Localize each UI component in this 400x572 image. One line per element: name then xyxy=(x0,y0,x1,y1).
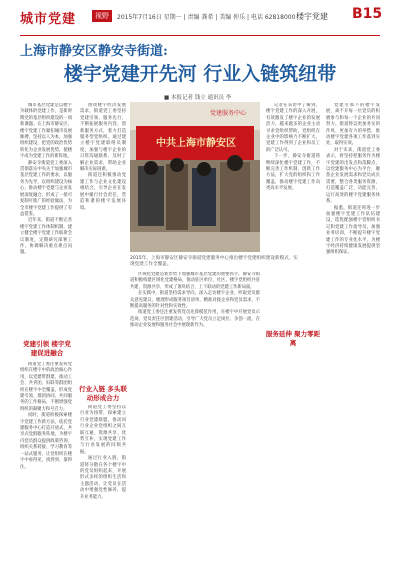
headline-main: 楼宇党建开先河 行业入链筑纽带 xyxy=(63,63,337,85)
paragraph: 街道党工委坚持以行业为纽带，探索建立行业党建联盟，推动同行业企业党组织之间互联互通、资源共享、优势互补，实现党建工作与行业发展的同频共振。 xyxy=(80,405,126,455)
paragraph: 围绕楼宇经济发展需求，街道党工委坚持党建引领、服务先行，不断拓展服务内容，创新服务方式，着力打造服务型党组织。通过建立楼宇党建联络员制度，加强与楼宇企业的日常沟通联系，及时了解企业需求，帮助企业解决实际困难。 xyxy=(80,103,126,173)
page-number: B15 xyxy=(352,6,383,22)
photo-sign-text: 党建服务中心 xyxy=(209,110,246,117)
photo-illustration xyxy=(130,102,260,252)
paragraph: 城市基层党建是以楼宇为载体的党建工作，是新时期党的基层组织建设的一项新课题。在上海市静安区，楼宇党建工作紧扣城市发展脉搏，坚持以人为本，加强组织建设，把党的政治优势转化为企业发展优势，使楼宇成为党建工作的新阵地。 xyxy=(20,103,72,160)
article-column-5 xyxy=(326,103,380,562)
article-column-2 xyxy=(80,103,126,383)
headline-kicker: 上海市静安区静安寺街道: xyxy=(20,44,168,59)
paragraph: 对于未来，街道党工委表示，将坚持把服务作为楼宇党建的出发点和落脚点，以党建服务中心为平台，聚焦企业发展需求和党员成长需要，整合各类服务资源，打造覆盖广泛、功能完善、运行高效的楼宇党建服务体系。 xyxy=(326,147,380,205)
article-column-1b xyxy=(20,362,72,562)
paragraph: 据悉，街道还将进一步加强楼宇党建工作队伍建设，选优配强楼宇党组织书记和党建工作指导员，加强业务培训，不断提升楼宇党建工作的专业化水平，为楼宇经济持续健康发展提供坚强组织保证。 xyxy=(326,205,380,256)
paragraph: 记者在采访中了解到，楼宇党建工作的深入开展，有效激发了楼宇企业的发展活力。越来越多的企业主动寻求党组织帮助，党组织在企业中的影响力不断扩大，党建工作得到了企业和员工的广泛认可。 xyxy=(266,103,320,153)
article-byline: ■ 本报记者 钱立 通讯员 李 xyxy=(164,95,232,101)
dateline: 2015年7月16日 星期一 | 责编 龚希 | 美编 仲乐 | 电话 62818000 xyxy=(117,14,296,21)
article-column-4 xyxy=(266,103,320,303)
section-tag: 视野 xyxy=(92,10,112,22)
page-masthead xyxy=(0,0,400,40)
article-headline xyxy=(20,44,380,85)
photo-banner-text: 中共上海市静安区 xyxy=(156,138,236,149)
paragraph: 街道还积极推动党建工作与企业文化建设相结合，引导企业在发展中履行社会责任，营造和谐的楼宇发展环境。 xyxy=(80,173,126,211)
paragraph: 街道党工委注重发挥党组织在楼宇中的政治核心作用，以党建带群建，推动工会、共青团、妇联等群团组织在楼宇中全覆盖，形成党建引领、群团协同、共同服务的工作格局，不断增强党组织的凝聚力和号召力。 xyxy=(20,362,72,412)
paragraph: 同时，街道积极探索楼宇党建工作新方法，依托党建服务中心打造开放式、共享式党群服务阵地，为楼宇内党员群众提供政策咨询、组织关系转接、学习教育等一站式服务，让党组织在楼宇中看得见、找得到、靠得住。 xyxy=(20,413,72,470)
article-column-3 xyxy=(130,272,260,562)
paragraph: 近年来，街道不断完善楼宇党建工作体制机制，建立健全楼宇党建工作联席会议制度，定期研究部署工作，协调解决重点难点问题。 xyxy=(20,218,72,256)
article-column-2b xyxy=(80,405,126,562)
paragraph: 静安寺街道党工委深入贯彻落实中央关于加强城市基层党建工作的要求，以服务为先导，以组织建设为核心，推动楼宇党建与企业发展深度融合，形成了一批可复制可推广的经验做法，为全市楼宇党建工作提供了有益借鉴。 xyxy=(20,160,72,217)
masthead-rule xyxy=(20,35,380,36)
article-photo xyxy=(130,102,260,252)
subhead-3: 服务延伸 聚力零距离 xyxy=(265,330,321,347)
subhead-2: 行业入链 多头联动形成合力 xyxy=(79,385,127,402)
paragraph: 区域化党建是新形势下加强城市基层党建的重要抓手。静安寺街道积极构建区域化党建格局，推动驻区单位、社区、楼宇党组织共驻共建、资源共享，形成了条块结合、上下联动的党建工作新局面。 xyxy=(130,272,260,290)
paragraph: 街道党工委还注重发挥党员先锋模范作用，在楼宇中开展党员示范岗、党员责任区创建活动，引导广大党员立足岗位、争创一流，在推动企业发展和服务社会中展现新作为。 xyxy=(130,310,260,329)
paragraph: 通过行业入链，街道将分散在各个楼宇中的党员组织起来，开展形式多样的组织生活和主题活动，让党员在活动中增强党性修养，提升业务能力。 xyxy=(80,456,126,500)
article-column-1 xyxy=(20,103,72,333)
photo-caption: 2015年，上海市静安区静安寺街道党建服务中心推出楼宇党建组织建设新模式，实现党建工作全覆盖。 xyxy=(130,256,298,268)
newspaper-brand: 城市党建 xyxy=(20,12,77,27)
paragraph: 在实践中，街道坚持需求导向，深入走访楼宇企业，听取党员群众意见建议，梳理形成服务项目清单，精准对接企业和党员需求，不断提高服务的针对性和实效性。 xyxy=(130,291,260,310)
paragraph: 下一步，静安寺街道将继续深化楼宇党建工作，不断完善工作机制，创新工作方法，扩大党的组织和工作覆盖，推动楼宇党建工作向更高水平发展。 xyxy=(266,154,320,192)
paragraph: 党建引领下的楼宇发展，离不开每一位党员的积极参与和每一个企业的共同努力。街道将以更加务实的作风、更加有力的举措，推动楼宇党建各项工作落到实处、取得实效。 xyxy=(326,103,380,147)
column-name: 楼宇党建 xyxy=(296,12,328,21)
subhead-1: 党建引领 楼宇党建促进融合 xyxy=(23,340,71,357)
